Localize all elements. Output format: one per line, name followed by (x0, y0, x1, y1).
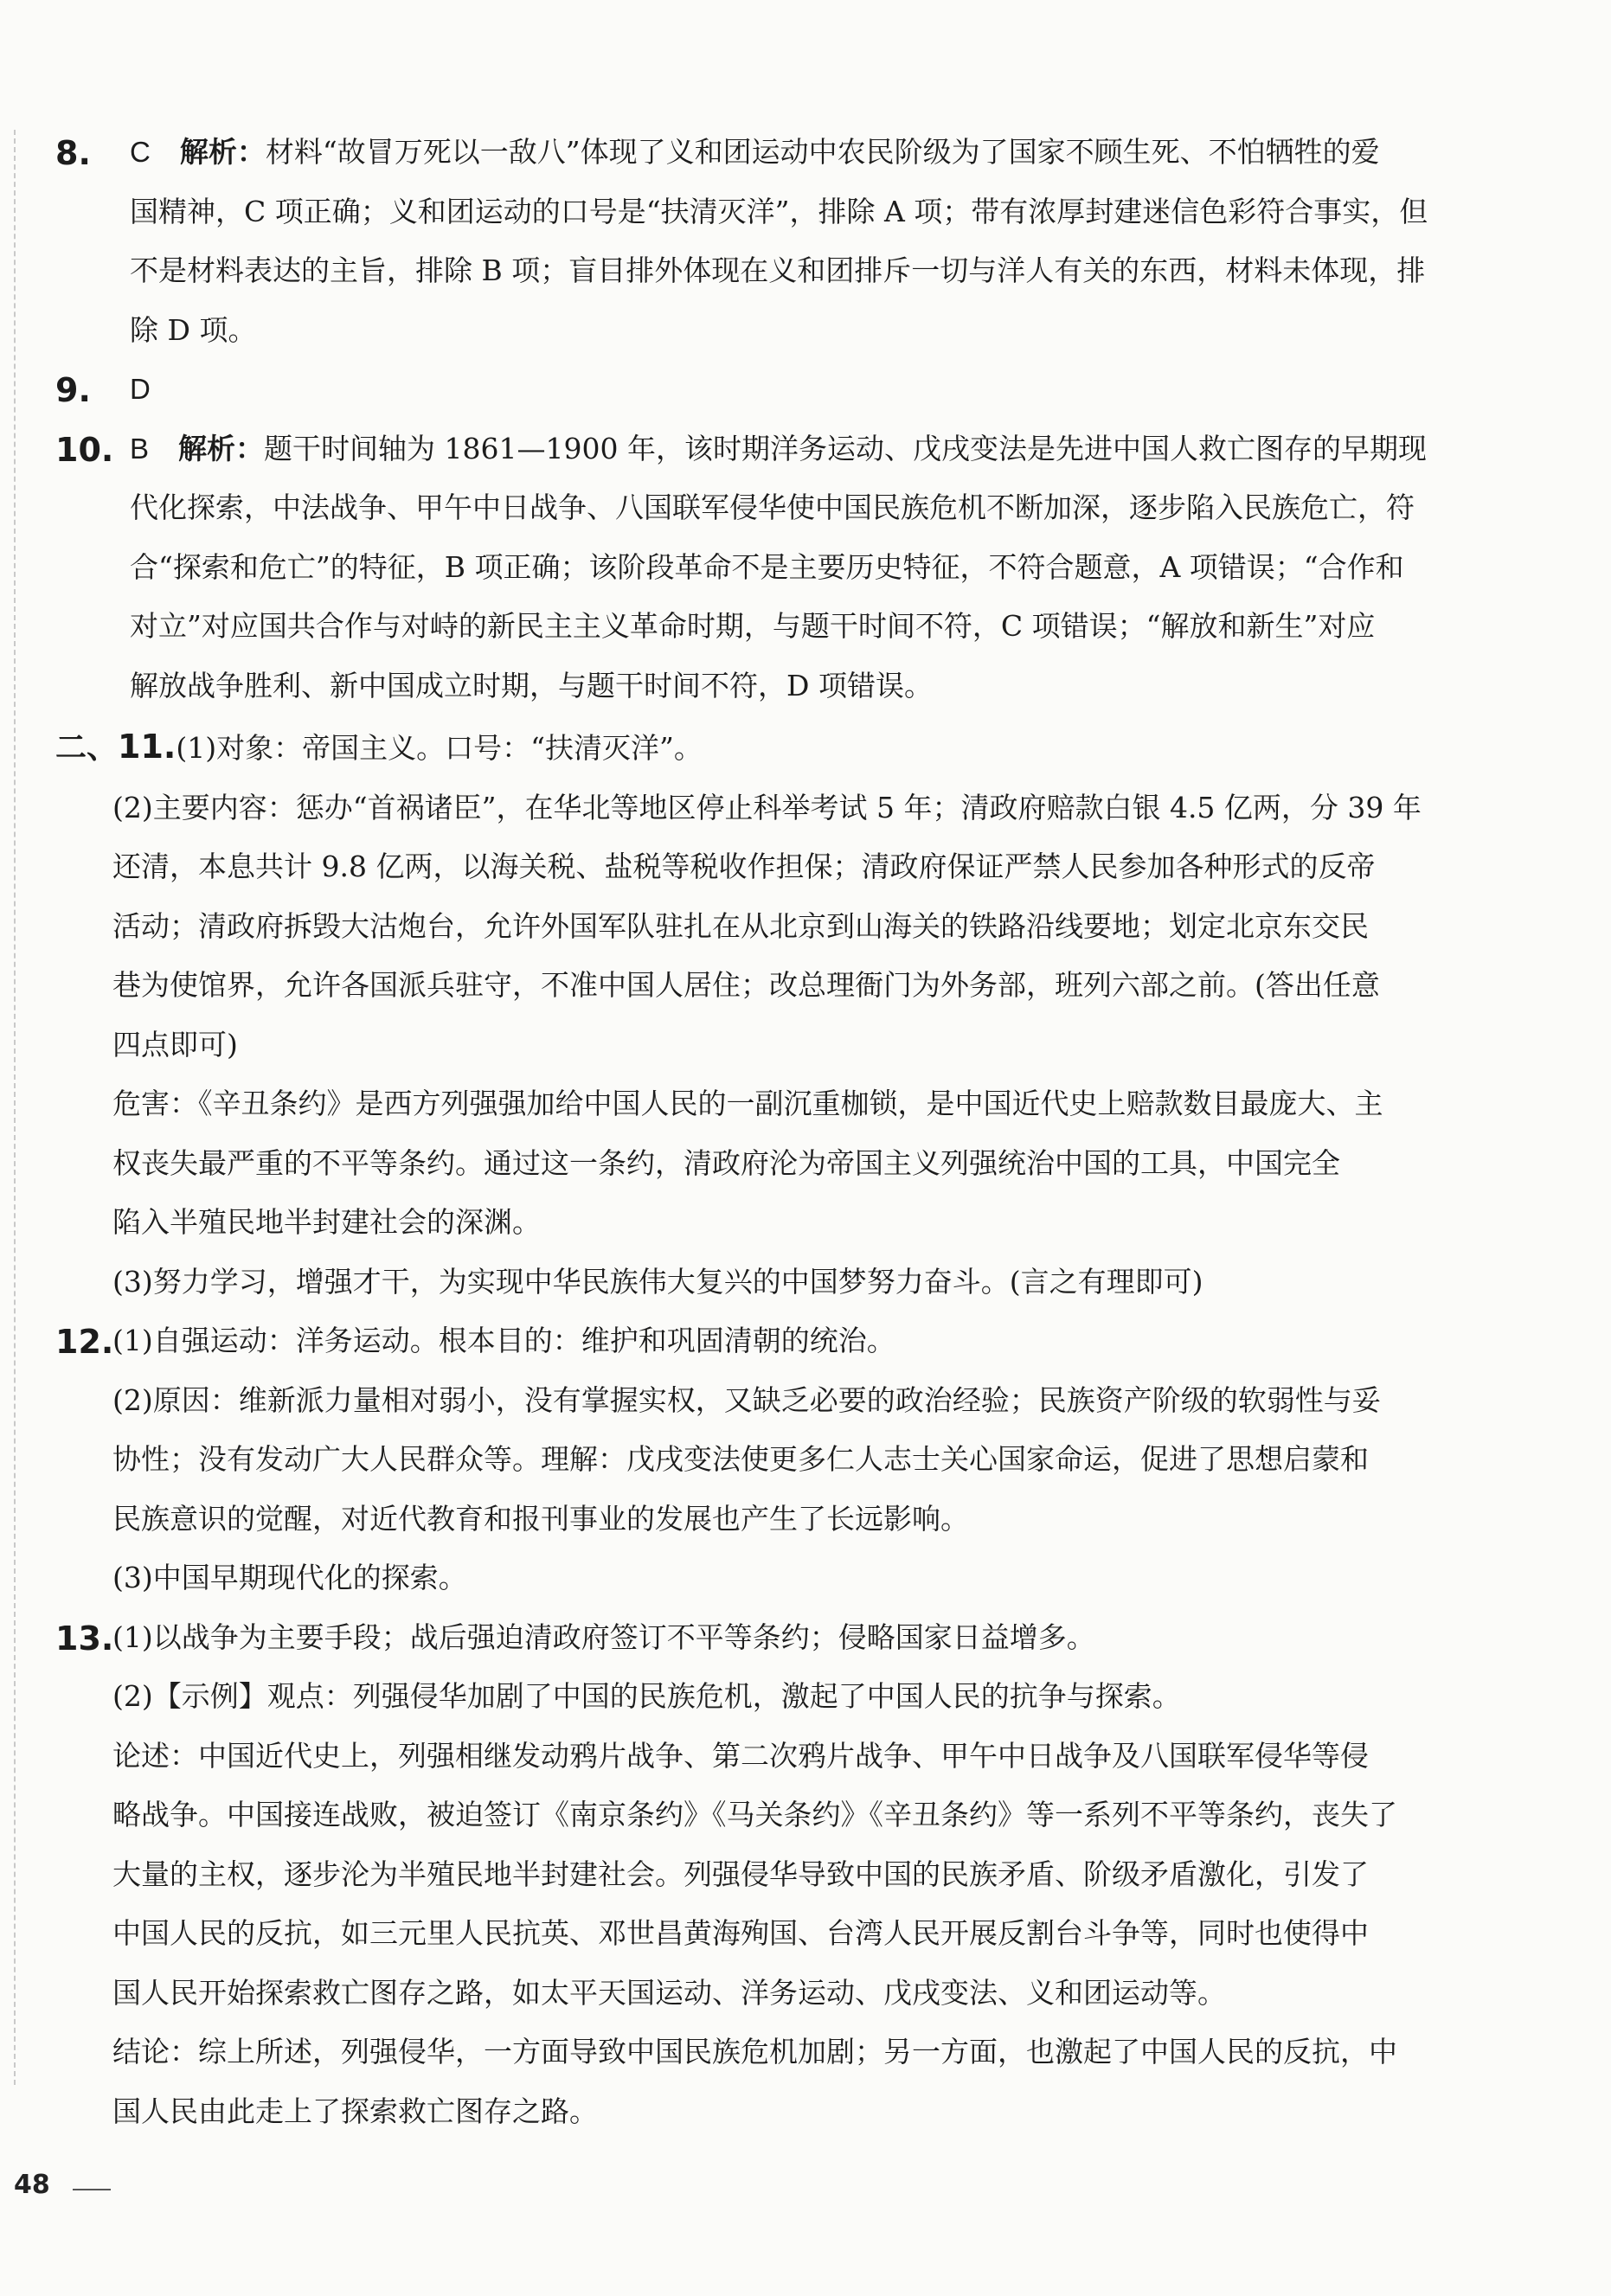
text-line: 危害：《辛丑条约》是西方列强强加给中国人民的一副沉重枷锁，是中国近代史上赔款数目最庞大、主 (112, 1087, 1383, 1120)
analysis-label: 解析： (179, 135, 266, 169)
question-9-text (55, 360, 1531, 420)
question-11-header (55, 717, 1531, 779)
question-11-text (55, 779, 1531, 1312)
question-number: 12. (55, 1323, 114, 1361)
answer-letter: C (130, 136, 151, 168)
text-line: (3)努力学习，增强才干，为实现中华民族伟大复兴的中国梦努力奋斗。(言之有理即可) (112, 1264, 1203, 1299)
question-8-continued (55, 183, 1531, 361)
text-line: 国人民开始探索救亡图存之路，如太平天国运动、洋务运动、戊戌变法、义和团运动等。 (112, 1975, 1226, 2010)
question-12 (55, 1312, 1531, 1608)
question-11 (55, 715, 1531, 1312)
text-line: 不是材料表达的主旨，排除 B 项；盲目排外体现在义和团排斥一切与洋人有关的东西，材料未体现，排 (130, 253, 1426, 287)
text-line: 四点即可) (112, 1027, 238, 1061)
question-13-text (55, 1608, 1531, 2142)
question-number: 10. (55, 430, 114, 469)
text-segment: 题干时间轴为 1861—1900 年，该时期洋务运动、戊戌变法是先进中国人救亡图存的早期现 (264, 431, 1427, 465)
text-line: 结论：综上所述，列强侵华，一方面导致中国民族危机加剧；另一方面，也激起了中国人民的反抗，中 (112, 2035, 1397, 2068)
page-number-dash (73, 2189, 111, 2190)
answer-letter: D (130, 373, 151, 405)
text-line: 协性；没有发动广大人民群众等。理解：戊戌变法使更多仁人志士关心国家命运，促进了思想启蒙和 (112, 1442, 1369, 1476)
answer-letter: B (130, 432, 150, 465)
text-line (130, 123, 1531, 183)
question-13 (55, 1608, 1531, 2142)
text-line (130, 420, 1531, 479)
text-line: 对立”对应国共合作与对峙的新民主主义革命时期，与题干时间不符，C 项错误；“解放和新生”对应 (130, 609, 1376, 643)
text-line: 略战争。中国接连战败，被迫签订《南京条约》《马关条约》《辛丑条约》等一系列不平等条约，丧失了 (112, 1798, 1397, 1831)
text-line: 民族意识的觉醒，对近代教育和报刊事业的发展也产生了长远影响。 (112, 1501, 969, 1536)
text-line: 大量的主权，逐步沦为半殖民地半封建社会。列强侵华导致中国的民族矛盾、阶级矛盾激化，引发了 (112, 1857, 1369, 1891)
text-line: 陷入半殖民地半封建社会的深渊。 (112, 1205, 541, 1239)
question-10-text (55, 420, 1531, 716)
text-line: 权丧失最严重的不平等条约。通过这一条约，清政府沦为帝国主义列强统治中国的工具，中国完全 (112, 1145, 1340, 1180)
question-number: 8. (55, 134, 91, 172)
section-label: 二、 (55, 730, 119, 766)
text-line (130, 360, 1531, 420)
text-segment: (1)对象：帝国主义。口号：“扶清灭洋”。 (176, 731, 703, 765)
page-number: 48 (14, 2170, 50, 2200)
text-line: 国精神，C 项正确；义和团运动的口号是“扶清灭洋”，排除 A 项；带有浓厚封建迷信色彩符合事实，但 (130, 194, 1428, 228)
question-number: 9. (55, 371, 91, 409)
text-line: 活动；清政府拆毁大沽炮台，允许外国军队驻扎在从北京到山海关的铁路沿线要地；划定北京东交民 (112, 908, 1369, 943)
left-margin-dashed-line (14, 130, 16, 2085)
text-line: 代化探索，中法战争、甲午中日战争、八国联军侵华使中国民族危机不断加深，逐步陷入民族危亡，符 (130, 491, 1415, 524)
text-segment: 材料“故冒万死以一敌八”体现了义和团运动中农民阶级为了国家不顾生死、不怕牺牲的爱 (265, 135, 1380, 169)
text-line: (2)主要内容：惩办“首祸诸臣”，在华北等地区停止科举考试 5 年；清政府赔款白银 4.5 亿两，分 39 年 (112, 790, 1422, 824)
text-line: 中国人民的反抗，如三元里人民抗英、邓世昌黄海殉国、台湾人民开展反割台斗争等，同时也使得中 (112, 1916, 1369, 1950)
analysis-label: 解析： (178, 431, 265, 465)
question-10 (55, 420, 1531, 716)
text-line: 解放战争胜利、新中国成立时期，与题干时间不符，D 项错误。 (130, 668, 933, 702)
question-8 (55, 123, 1531, 360)
question-8-text (55, 123, 1531, 183)
question-9 (55, 360, 1531, 420)
text-line: (1)以战争为主要手段；战后强迫清政府签订不平等条约；侵略国家日益增多。 (112, 1619, 1095, 1654)
question-number: 13. (55, 1619, 114, 1658)
text-line: 论述：中国近代史上，列强相继发动鸦片战争、第二次鸦片战争、甲午中日战争及八国联军侵华等侵 (112, 1738, 1369, 1773)
question-number: 11. (118, 728, 177, 766)
answer-content (55, 123, 1531, 2141)
text-line: 巷为使馆界，允许各国派兵驻守，不准中国人居住；改总理衙门为外务部，班列六部之前。(答出任意 (112, 968, 1380, 1002)
text-line: (2)原因：维新派力量相对弱小，没有掌握实权，又缺乏必要的政治经验；民族资产阶级的软弱性与妥 (112, 1382, 1381, 1417)
question-12-text (55, 1312, 1531, 1608)
text-line: (3)中国早期现代化的探索。 (112, 1561, 467, 1594)
text-line: (1)自强运动：洋务运动。根本目的：维护和巩固清朝的统治。 (112, 1324, 895, 1357)
text-line: (2)【示例】观点：列强侵华加剧了中国的民族危机，激起了中国人民的抗争与探索。 (112, 1679, 1181, 1713)
text-line: 合“探索和危亡”的特征，B 项正确；该阶段革命不是主要历史特征，不符合题意，A 项错误；“合作和 (130, 549, 1404, 584)
text-line: 除 D 项。 (130, 312, 257, 347)
text-line: 还清，本息共计 9.8 亿两，以海关税、盐税等税收作担保；清政府保证严禁人民参加各种形式的反帝 (112, 850, 1376, 883)
text-line: 国人民由此走上了探索救亡图存之路。 (112, 2094, 598, 2128)
